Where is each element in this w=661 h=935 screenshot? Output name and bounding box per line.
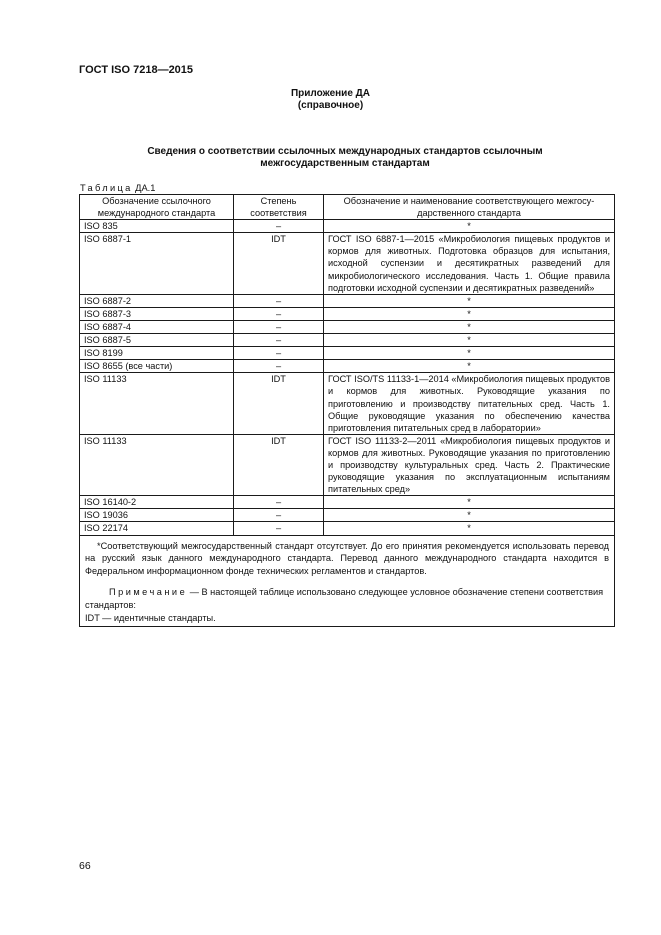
gost-cell: *: [324, 496, 615, 509]
table-row: [80, 334, 615, 347]
header-text: Обозначение и наименование соответствующего межгосу-: [343, 196, 595, 206]
section-title-line-1: Сведения о соответствии ссылочных международных стандартов ссылочным: [147, 146, 543, 157]
gost-cell: *: [324, 220, 615, 233]
table-row: [80, 434, 615, 495]
appendix-title: Приложение ДА: [290, 88, 371, 99]
table-caption-label: Таблица: [80, 183, 133, 193]
note-label: Примечание: [109, 587, 188, 598]
table-row: [80, 522, 615, 535]
appendix-subtitle: (справочное): [297, 100, 364, 111]
header-interstate-standard: [324, 195, 615, 220]
gost-cell: ГОСТ ISO/TS 11133-1—2014 «Микробиология пищевых продуктов и кормов для животных. Руководящие указания по приготовлению и производству питательных сред. Часть 1. Общие руководящие указания по обеспечению качества приготовления питательных сред в лаборатории»: [324, 373, 615, 434]
reference-cell: ISO 6887-4: [80, 320, 234, 333]
degree-cell: –: [234, 496, 324, 509]
gost-cell: ГОСТ ISO 6887-1—2015 «Микробиология пищевых продуктов и кормов для животных. Подготовка образцов для испытания, исходной суспензии и десятикратных разведений для микробиологического исследования. Часть 1. Общие правила подготовки исходной суспензии и десятикратных разведений»: [324, 233, 615, 294]
table-notes: [80, 535, 615, 627]
note-item: IDT — идентичные стандарты.: [85, 612, 216, 623]
reference-cell: ISO 6887-2: [80, 294, 234, 307]
gost-cell: *: [324, 294, 615, 307]
header-text: международного стандарта: [97, 208, 216, 219]
section-title-line-2: межгосударственным стандартам: [260, 158, 430, 169]
note: [85, 586, 609, 611]
table-row: [80, 509, 615, 522]
gost-cell: *: [324, 360, 615, 373]
table-row: [80, 233, 615, 294]
degree-cell: –: [234, 320, 324, 333]
table-row: [80, 360, 615, 373]
appendix-heading: [0, 88, 661, 112]
table-header-row: [80, 195, 615, 220]
reference-cell: ISO 6887-3: [80, 307, 234, 320]
degree-cell: –: [234, 522, 324, 535]
header-degree: [234, 195, 324, 220]
reference-cell: ISO 16140-2: [80, 496, 234, 509]
table-row: [80, 294, 615, 307]
gost-cell: ГОСТ ISO 11133-2—2011 «Микробиология пищевых продуктов и кормов для животных. Руководящие указания по приготовлению и производству культуральных сред. Часть 2. Практические руководящие указания по эксплуатационным испытаниям питательных сред»: [324, 434, 615, 495]
gost-cell: *: [324, 347, 615, 360]
section-title: [100, 146, 590, 170]
header-reference-standard: [80, 195, 234, 220]
header-text: дарственного стандарта: [417, 208, 521, 219]
reference-cell: ISO 11133: [80, 434, 234, 495]
table-caption-number: ДА.1: [132, 183, 156, 193]
reference-cell: ISO 6887-1: [80, 233, 234, 294]
header-text: Степень: [260, 196, 297, 206]
degree-cell: –: [234, 294, 324, 307]
degree-cell: –: [234, 307, 324, 320]
gost-cell: *: [324, 320, 615, 333]
degree-cell: –: [234, 334, 324, 347]
header-text: Обозначение ссылочного: [102, 196, 211, 206]
degree-cell: –: [234, 220, 324, 233]
reference-cell: ISO 8655 (все части): [80, 360, 234, 373]
degree-cell: –: [234, 509, 324, 522]
table-row: [80, 307, 615, 320]
table-row: [80, 496, 615, 509]
page-number: 66: [79, 860, 91, 872]
table-row: [80, 320, 615, 333]
reference-cell: ISO 8199: [80, 347, 234, 360]
degree-cell: –: [234, 347, 324, 360]
table-row: [80, 347, 615, 360]
table-notes-row: [80, 535, 615, 627]
note-text: — В настоящей таблице использовано следующее условное обозначение степени соответствия стандартов:: [85, 587, 604, 610]
reference-cell: ISO 22174: [80, 522, 234, 535]
table-caption: [80, 183, 155, 193]
header-text: соответствия: [250, 208, 307, 219]
correspondence-table: [79, 194, 615, 627]
footnote: *Соответствующий межгосударственный стандарт отсутствует. До его принятия рекомендуется использовать перевод на русский язык данного международного стандарта. Перевод данного международного стандарта находится в Федеральном информационном фонде технических регламентов и стандартов.: [85, 540, 609, 576]
gost-cell: *: [324, 522, 615, 535]
table-row: [80, 373, 615, 434]
reference-cell: ISO 835: [80, 220, 234, 233]
degree-cell: IDT: [234, 434, 324, 495]
reference-cell: ISO 19036: [80, 509, 234, 522]
gost-cell: *: [324, 334, 615, 347]
reference-cell: ISO 11133: [80, 373, 234, 434]
degree-cell: –: [234, 360, 324, 373]
document-code: ГОСТ ISO 7218—2015: [79, 64, 194, 76]
gost-cell: *: [324, 509, 615, 522]
table-row: [80, 220, 615, 233]
degree-cell: IDT: [234, 373, 324, 434]
gost-cell: *: [324, 307, 615, 320]
reference-cell: ISO 6887-5: [80, 334, 234, 347]
degree-cell: IDT: [234, 233, 324, 294]
